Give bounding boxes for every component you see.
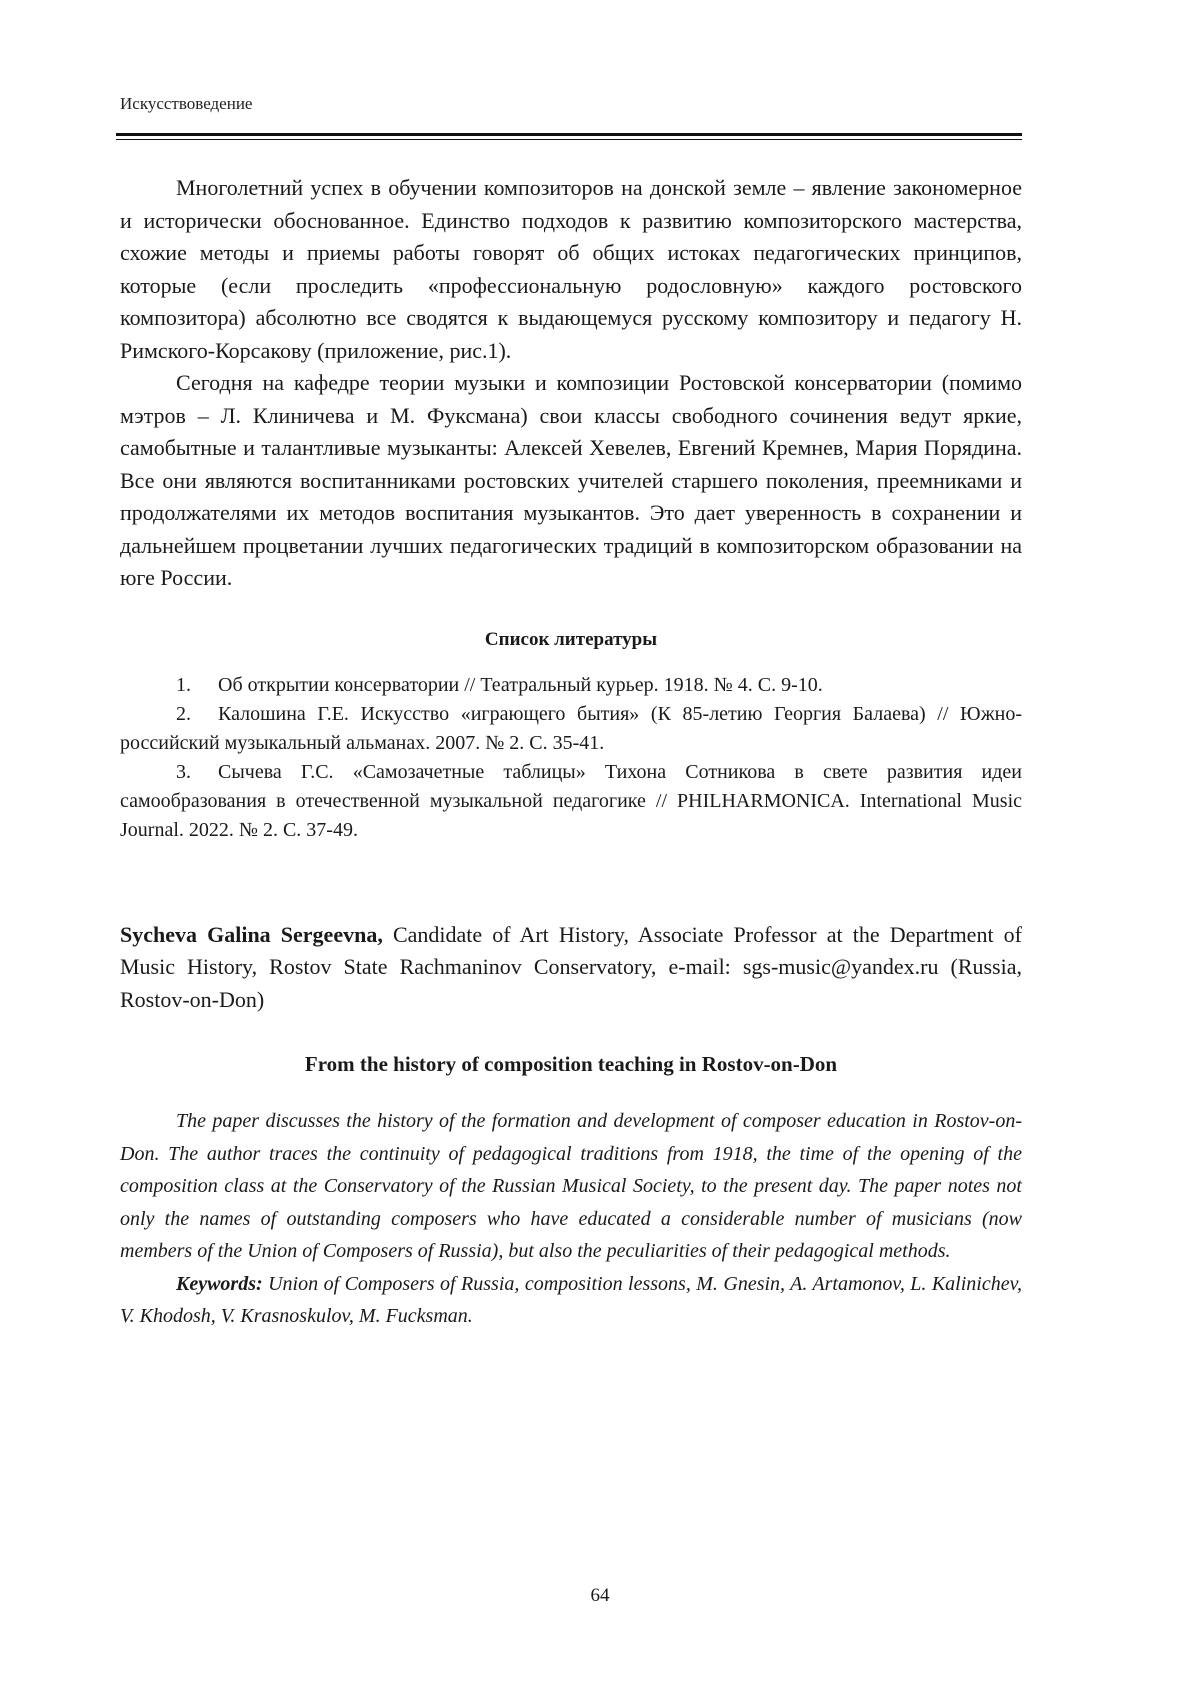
english-keywords — [120, 1268, 1022, 1333]
body-paragraph-1: Многолетний успех в обучении композиторов на донской земле – явление закономерное и исторически обоснованное. Единство подходов к развитию композиторского мастерства, схожие методы и приемы работы говорят об общих истоках педагогических принципов, которые (если проследить «профессиональную родословную» каждого ростовского композитора) абсолютно все сводятся к выдающемуся русскому композитору и педагогу Н. Римского-Корсакову (приложение, рис.1). — [120, 175, 1022, 363]
header-rule-thin — [116, 139, 1022, 140]
reference-item-3 — [120, 758, 1022, 845]
page-content — [120, 172, 1022, 1333]
english-title: From the history of composition teaching in Rostov-on-Don — [304, 1052, 838, 1076]
keywords-list: Union of Composers of Russia, composition lessons, M. Gnesin, A. Artamonov, L. Kalinichev, V. Khodosh, V. Krasnoskulov, M. Fucksman. — [120, 1272, 1022, 1327]
reference-number: 1. — [176, 673, 191, 696]
references-title: Список литературы — [484, 628, 658, 650]
author-name: Sycheva Galina Sergeevna, — [120, 921, 383, 947]
reference-number: 3. — [176, 760, 191, 783]
reference-number: 2. — [176, 702, 191, 725]
body-paragraph-2: Сегодня на кафедре теории музыки и композиции Ростовской консерватории (помимо мэтров – Л. Клиничева и М. Фуксмана) свои классы свободного сочинения ведут яркие, самобытные и талантливые музыканты: Алексей Хевелев, Евгений Кремнев, Мария Порядина. Все они являются воспитанниками ростовских учителей старшего поколения, преемниками и продолжателями их методов воспитания музыкантов. Это дает уверенность в сохранении и дальнейшем процветании лучших педагогических традиций в композиторском образовании на юге России. — [120, 370, 1022, 590]
page-number: 64 — [590, 1585, 610, 1606]
header-rule-thick — [116, 133, 1022, 136]
reference-item-1 — [120, 671, 1022, 700]
references-list — [120, 671, 1022, 845]
author-details: Candidate of Art History, Associate Professor at the Department of Music History, Rostov State Rachmaninov Conservatory, e-mail: sgs-music@yandex.ru (Russia, Rostov-on-Don) — [120, 921, 1022, 1012]
english-abstract: The paper discusses the history of the formation and development of composer education in Rostov-on-Don. The author traces the continuity of pedagogical traditions from 1918, the time of the opening of the composition class at the Conservatory of the Russian Musical Society, to the present day. The paper notes not only the names of outstanding composers who have educated a considerable number of musicians (now members of the Union of Composers of Russia), but also the peculiarities of their pedagogical methods. — [120, 1110, 1022, 1262]
keywords-label: Keywords: — [176, 1272, 263, 1295]
author-info — [120, 919, 1022, 1017]
reference-text: Калошина Г.Е. Искусство «играющего бытия» (К 85-летию Георгия Балаева) // Южно-российский музыкальный альманах. 2007. № 2. С. 35-41. — [120, 702, 1022, 754]
reference-text: Об открытии консерватории // Театральный курьер. 1918. № 4. С. 9-10. — [218, 673, 823, 696]
running-head: Искусствоведение — [120, 94, 253, 113]
reference-text: Сычева Г.С. «Самозачетные таблицы» Тихона Сотникова в свете развития идеи самообразования в отечественной музыкальной педагогике // PHILHARMONICA. International Music Journal. 2022. № 2. С. 37-49. — [120, 760, 1022, 841]
reference-item-2 — [120, 700, 1022, 758]
